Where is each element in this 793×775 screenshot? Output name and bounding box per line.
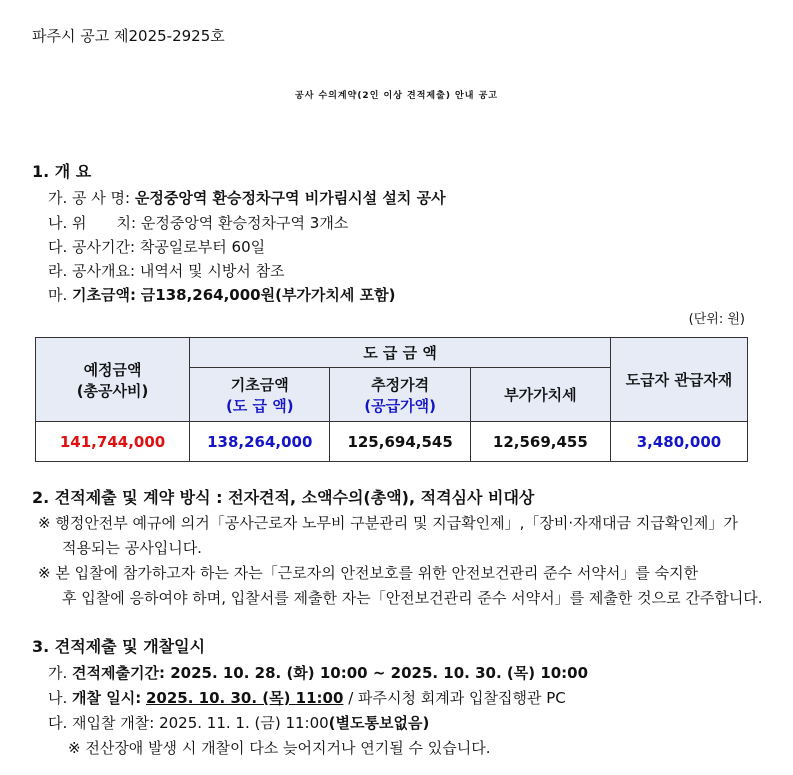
submission-period xyxy=(48,663,588,683)
header-base-amount: 기초금액 (도 급 액) xyxy=(190,368,330,422)
rebid-value: 다. 재입찰 개찰: 2025. 11. 1. (금) 11:00 xyxy=(48,714,329,732)
header-contract-amount: 도 급 금 액 xyxy=(190,338,611,368)
header-vat: 부가가치세 xyxy=(470,368,610,422)
item-label: 마. xyxy=(48,286,73,304)
item-prefix: 나. xyxy=(48,689,73,707)
overview-item-project-name xyxy=(48,188,446,208)
system-failure-note: ※ 전산장애 발생 시 개찰이 다소 늦어지거나 연기될 수 있습니다. xyxy=(68,739,491,757)
location-value: 운정중앙역 환승정차구역 3개소 xyxy=(140,214,349,232)
opening-label: 개찰 일시: xyxy=(72,689,142,707)
page-title: 공사 수의계약(2인 이상 견적제출) 안내 공고 xyxy=(295,91,498,101)
section3-heading: 3. 견적제출 및 개찰일시 xyxy=(32,637,206,656)
rebid-opening xyxy=(48,713,429,733)
rebid-note: (별도통보없음) xyxy=(328,714,430,732)
opening-datetime xyxy=(48,688,566,708)
section2-heading: 2. 견적제출 및 계약 방식 : 전자견적, 소액수의(총액), 적격심사 비대상 xyxy=(32,488,535,507)
unit-note: (단위: 원) xyxy=(688,312,745,327)
base-amount-label: 기초금액: xyxy=(72,286,136,304)
item-prefix: 가. xyxy=(48,664,73,682)
table-row xyxy=(36,422,748,462)
note2-line2: 후 입찰에 응하여야 하며, 입찰서를 제출한 자는「안전보건관리 준수 서약서」를 제출한 것으로 간주합니다. xyxy=(62,589,763,607)
project-name-value: 운정중앙역 환승정차구역 비가림시설 설치 공사 xyxy=(134,189,446,207)
notice-number: 파주시 공고 제2025-2925호 xyxy=(32,27,225,45)
opening-date-value: 2025. 10. 30. (목) 11:00 xyxy=(146,689,344,707)
section1-heading: 1. 개 요 xyxy=(32,162,92,181)
overview-item-base-amount xyxy=(48,285,395,305)
base-amount-value: 금138,264,000원(부가가치세 포함) xyxy=(140,286,396,304)
cell-base: 138,264,000 xyxy=(190,422,330,462)
submission-period-value: 견적제출기간: 2025. 10. 28. (화) 10:00 ~ 2025. 10. 30. (목) 10:00 xyxy=(72,664,589,682)
period-value: 착공일로부터 60일 xyxy=(139,238,266,256)
header-estimated-price: 추정가격 (공급가액) xyxy=(330,368,470,422)
item-label: 라. 공사개요: xyxy=(48,262,136,280)
overview-item-summary xyxy=(48,261,285,281)
header-estimate: 예정금액 (총공사비) xyxy=(36,338,190,422)
item-label: 가. 공 사 명: xyxy=(48,189,131,207)
header-material: 도급자 관급자재 xyxy=(610,338,747,422)
cell-vat: 12,569,455 xyxy=(470,422,610,462)
note1-line2: 적용되는 공사입니다. xyxy=(62,539,202,557)
note2-line1: ※ 본 입찰에 참가하고자 하는 자는「근로자의 안전보호를 위한 안전보건관리 준수 서약서」를 숙지한 xyxy=(38,564,699,582)
overview-item-location xyxy=(48,213,348,233)
summary-value: 내역서 및 시방서 참조 xyxy=(139,262,285,280)
item-label: 다. 공사기간: xyxy=(48,238,136,256)
item-label: 나. 위 치: xyxy=(48,214,137,232)
cell-price: 125,694,545 xyxy=(330,422,470,462)
cell-estimate: 141,744,000 xyxy=(36,422,190,462)
cell-material: 3,480,000 xyxy=(610,422,747,462)
opening-place: / 파주시청 회계과 입찰집행관 PC xyxy=(343,689,566,707)
overview-item-period xyxy=(48,237,265,257)
cost-table xyxy=(35,337,748,462)
note1-line1: ※ 행정안전부 예규에 의거「공사근로자 노무비 구분관리 및 지급확인제」,「장비·자재대금 지급확인제」가 xyxy=(38,514,738,532)
